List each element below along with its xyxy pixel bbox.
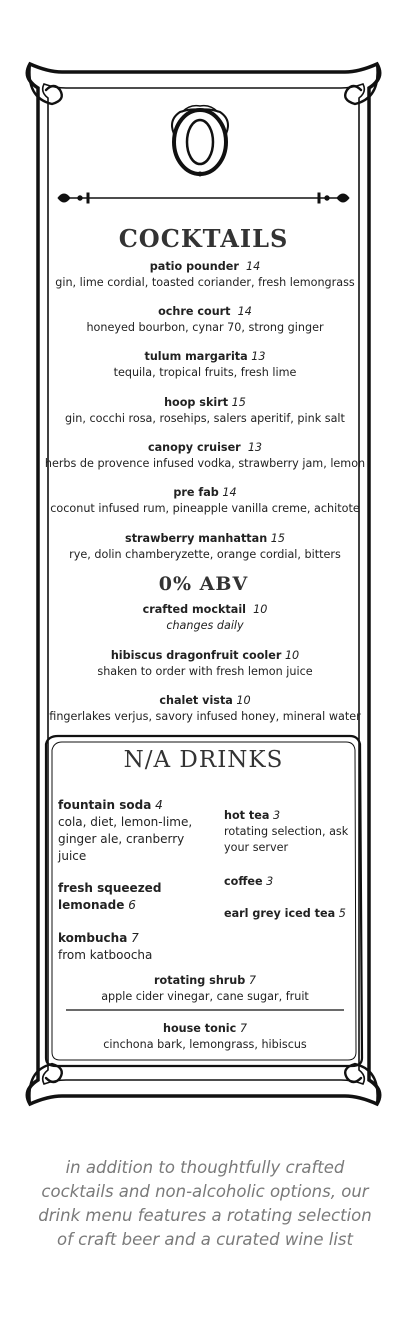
- item-price: 10: [253, 603, 268, 616]
- item-price: 10: [236, 694, 251, 707]
- item-price: 13: [247, 441, 263, 454]
- item-desc: cinchona bark, lemongrass, hibiscus: [103, 1038, 307, 1051]
- item-desc: tequila, tropical fruits, fresh lime: [113, 366, 297, 379]
- list-item: [40, 485, 370, 517]
- list-item: [40, 973, 370, 1005]
- item-desc: honeyed bourbon, cynar 70, strong ginger: [86, 321, 324, 334]
- item-desc: rotating selection, ask your server: [224, 825, 349, 854]
- list-item: [40, 349, 370, 381]
- item-desc: fingerlakes verjus, savory infused honey, mineral water: [49, 710, 361, 723]
- list-item: [30, 693, 380, 725]
- item-name: ochre court: [158, 305, 231, 318]
- item-price: 7: [248, 974, 256, 987]
- list-item: [224, 874, 354, 890]
- list-item: [224, 906, 354, 922]
- item-name: hibiscus dragonfruit cooler: [110, 649, 282, 662]
- item-price: 14: [245, 260, 261, 273]
- item-name: fountain soda: [58, 798, 152, 812]
- item-name: house tonic: [163, 1022, 237, 1035]
- item-name: fresh squeezed lemonade: [58, 881, 162, 912]
- item-name: kombucha: [58, 931, 128, 945]
- list-item: [58, 880, 188, 914]
- item-name: earl grey iced tea: [224, 907, 336, 920]
- item-price: 14: [222, 486, 237, 499]
- item-name: coffee: [224, 875, 263, 888]
- item-desc: cola, diet, lemon-lime, ginger ale, cranberry juice: [58, 815, 193, 863]
- list-item: [58, 930, 208, 964]
- list-item: [40, 259, 370, 291]
- item-name: chalet vista: [159, 694, 233, 707]
- item-name: crafted mocktail: [142, 603, 246, 616]
- item-desc: coconut infused rum, pineapple vanilla creme, achitote: [50, 502, 360, 515]
- item-desc: apple cider vinegar, cane sugar, fruit: [101, 990, 309, 1003]
- item-price: 5: [338, 907, 346, 920]
- item-desc: rye, dolin chamberyzette, orange cordial, bitters: [69, 548, 341, 561]
- list-item: [40, 1021, 370, 1053]
- item-name: hoop skirt: [164, 396, 229, 409]
- footer-note: in addition to thoughtfully crafted cocktails and non-alcoholic options, our drink menu features a rotating selection of craft beer and a curated wine list: [38, 1158, 372, 1249]
- list-item: [40, 602, 370, 634]
- item-desc: changes daily: [166, 619, 244, 632]
- item-desc: gin, cocchi rosa, rosehips, salers aperitif, pink salt: [65, 412, 345, 425]
- item-price: 14: [237, 305, 252, 318]
- item-price: 3: [272, 809, 281, 822]
- item-name: canopy cruiser: [147, 441, 241, 454]
- item-name: pre fab: [173, 486, 219, 499]
- item-desc: gin, lime cordial, toasted coriander, fresh lemongrass: [55, 276, 355, 289]
- item-price: 4: [155, 798, 163, 812]
- item-name: rotating shrub: [154, 974, 246, 987]
- letter-o-monogram-icon: [160, 100, 240, 178]
- item-price: 6: [128, 898, 136, 912]
- list-item: [58, 797, 208, 865]
- item-price: 3: [266, 875, 274, 888]
- item-desc: from katboocha: [58, 948, 153, 962]
- na-drinks-heading: N/A DRINKS: [123, 747, 284, 773]
- item-desc: herbs de provence infused vodka, strawberry jam, lemon: [44, 457, 366, 470]
- list-item: [224, 808, 354, 856]
- item-name: hot tea: [224, 809, 270, 822]
- list-item: [40, 531, 370, 563]
- item-name: patio pounder: [149, 260, 239, 273]
- list-item: [40, 440, 370, 472]
- list-item: [40, 648, 370, 680]
- cocktails-heading: COCKTAILS: [118, 224, 289, 253]
- item-price: 7: [131, 931, 139, 945]
- item-name: strawberry manhattan: [125, 532, 268, 545]
- item-price: 15: [231, 396, 246, 409]
- item-price: 7: [239, 1022, 247, 1035]
- item-price: 13: [251, 350, 266, 363]
- item-price: 15: [270, 532, 285, 545]
- item-desc: shaken to order with fresh lemon juice: [97, 665, 313, 678]
- list-item: [40, 304, 370, 336]
- list-item: [40, 395, 370, 427]
- item-price: 10: [284, 649, 300, 662]
- item-name: tulum margarita: [144, 350, 248, 363]
- zero-abv-heading: 0% ABV: [158, 573, 249, 595]
